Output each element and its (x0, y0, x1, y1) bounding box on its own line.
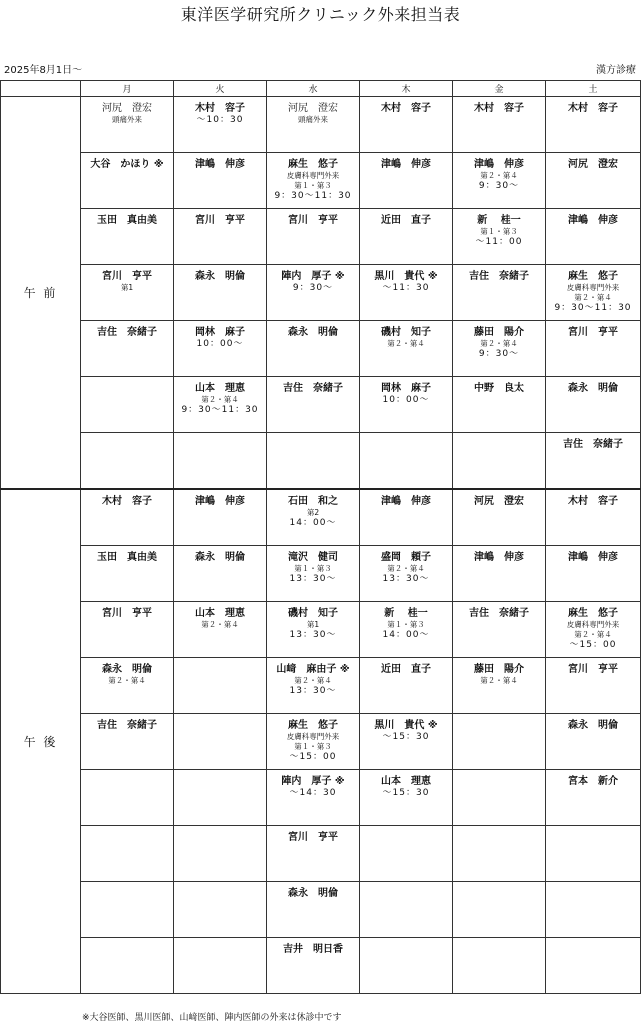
schedule-cell (546, 770, 641, 826)
schedule-cell (453, 209, 546, 265)
day-header: 月 (81, 81, 174, 97)
schedule-cell (174, 938, 267, 994)
schedule-cell (267, 377, 360, 433)
doctor-name: 陣内 厚子 ※ (281, 776, 345, 787)
schedule-note: 皮膚科専門外来 (566, 620, 620, 629)
schedule-cell (453, 602, 546, 658)
schedule-cell (453, 321, 546, 377)
schedule-time: 9：30～ (292, 283, 334, 293)
table-row (1, 882, 641, 938)
schedule-note: 第１・第３ (294, 742, 332, 751)
schedule-note: 第２・第４ (201, 620, 239, 629)
schedule-cell (174, 321, 267, 377)
afternoon-section (1, 489, 641, 994)
schedule-cell (453, 826, 546, 882)
afternoon-label: 午 後 (1, 489, 81, 994)
table-row (1, 377, 641, 433)
schedule-cell (360, 377, 453, 433)
schedule-note: 皮膚科専門外来 (286, 171, 340, 180)
doctor-name: 津嶋 伸彦 (474, 552, 524, 563)
doctor-name: 吉井 明日香 (283, 944, 343, 955)
schedule-note: 第２・第４ (480, 339, 518, 348)
schedule-cell (81, 265, 174, 321)
doctor-name: 岡林 麻子 (195, 327, 245, 338)
doctor-name: 黒川 貴代 ※ (374, 720, 438, 731)
doctor-name: 宮川 亨平 (102, 608, 152, 619)
doctor-name: 木村 容子 (102, 496, 152, 507)
doctor-name: 吉住 奈緒子 (563, 439, 623, 450)
schedule-cell (81, 882, 174, 938)
table-row (1, 602, 641, 658)
doctor-name: 藤田 陽介 (474, 327, 524, 338)
schedule-time: 13：30～ (289, 686, 337, 696)
schedule-cell (267, 489, 360, 546)
schedule-cell (81, 658, 174, 714)
doctor-name: 宮川 亨平 (288, 215, 338, 226)
schedule-cell (453, 265, 546, 321)
schedule-cell (81, 546, 174, 602)
schedule-time: ～10：30 (196, 115, 244, 125)
schedule-cell (546, 377, 641, 433)
schedule-cell (546, 209, 641, 265)
schedule-cell (546, 153, 641, 209)
schedule-cell (546, 489, 641, 546)
schedule-cell (267, 321, 360, 377)
doctor-name: 宮川 亨平 (195, 215, 245, 226)
schedule-cell (453, 714, 546, 770)
doctor-name: 森永 明倫 (102, 664, 152, 675)
doctor-name: 大谷 かほり ※ (90, 159, 164, 170)
doctor-name: 河尻 澄宏 (474, 496, 524, 507)
schedule-cell (267, 938, 360, 994)
schedule-cell (267, 714, 360, 770)
doctor-name: 木村 容子 (568, 103, 618, 114)
schedule-cell (453, 938, 546, 994)
doctor-name: 津嶋 伸彦 (381, 496, 431, 507)
schedule-time: 9：30～11：30 (181, 405, 259, 415)
schedule-time: 13：30～ (382, 574, 430, 584)
table-row (1, 489, 641, 546)
schedule-note: 第１・第３ (480, 227, 518, 236)
doctor-name: 木村 容子 (381, 103, 431, 114)
schedule-note: 頭痛外来 (112, 115, 142, 124)
schedule-cell (174, 826, 267, 882)
schedule-note: 皮膚科専門外来 (286, 732, 340, 741)
doctor-name: 磯村 知子 (381, 327, 431, 338)
corner-cell (1, 81, 81, 97)
doctor-name: 新 桂一 (384, 608, 428, 619)
doctor-name: 中野 良太 (474, 383, 524, 394)
schedule-cell (81, 770, 174, 826)
schedule-cell (267, 433, 360, 490)
doctor-name: 盛岡 頼子 (381, 552, 431, 563)
schedule-cell (360, 265, 453, 321)
doctor-name: 山本 理恵 (381, 776, 431, 787)
schedule-cell (360, 546, 453, 602)
schedule-cell (546, 826, 641, 882)
schedule-note: 第２・第４ (574, 293, 612, 302)
schedule-cell (267, 826, 360, 882)
doctor-name: 宮本 新介 (568, 776, 618, 787)
doctor-name: 宮川 亨平 (102, 271, 152, 282)
table-row (1, 321, 641, 377)
schedule-note: 第２・第４ (387, 339, 425, 348)
table-row (1, 153, 641, 209)
schedule-note: 第１・第３ (387, 620, 425, 629)
schedule-time: 9：30～11：30 (274, 191, 352, 201)
doctor-name: 石田 和之 (288, 496, 338, 507)
schedule-cell (360, 770, 453, 826)
schedule-cell (267, 770, 360, 826)
schedule-note: 第２・第４ (108, 676, 146, 685)
schedule-time: ～15：00 (289, 752, 337, 762)
schedule-cell (81, 209, 174, 265)
schedule-cell (174, 770, 267, 826)
doctor-name: 磯村 知子 (288, 608, 338, 619)
doctor-name: 木村 容子 (195, 103, 245, 114)
schedule-cell (174, 209, 267, 265)
schedule-cell (267, 209, 360, 265)
day-header: 水 (267, 81, 360, 97)
doctor-name: 津嶋 伸彦 (568, 552, 618, 563)
schedule-cell (267, 265, 360, 321)
schedule-time: 10：00～ (382, 395, 430, 405)
schedule-cell (360, 97, 453, 153)
table-row (1, 770, 641, 826)
schedule-time: 14：00～ (289, 518, 337, 528)
schedule-cell (81, 602, 174, 658)
schedule-note: 皮膚科専門外来 (566, 283, 620, 292)
schedule-note: 第1 (120, 283, 134, 292)
schedule-cell (453, 770, 546, 826)
table-row (1, 546, 641, 602)
doctor-name: 河尻 澄宏 (288, 103, 338, 114)
doctor-name: 津嶋 伸彦 (381, 159, 431, 170)
schedule-note: 第１・第３ (294, 181, 332, 190)
page-title: 東洋医学研究所クリニック外来担当表 (180, 5, 461, 24)
doctor-name: 宮川 亨平 (568, 327, 618, 338)
doctor-name: 岡林 麻子 (381, 383, 431, 394)
schedule-cell (453, 658, 546, 714)
schedule-note: 第２・第４ (480, 171, 518, 180)
schedule-cell (174, 433, 267, 490)
doctor-name: 津嶋 伸彦 (474, 159, 524, 170)
doctor-name: 吉住 奈緒子 (97, 720, 157, 731)
schedule-cell (360, 882, 453, 938)
schedule-note: 第２・第４ (574, 630, 612, 639)
schedule-cell (81, 153, 174, 209)
schedule-time: 9：30～ (478, 349, 520, 359)
day-header: 金 (453, 81, 546, 97)
schedule-time: 9：30～11：30 (554, 303, 632, 313)
doctor-name: 麻生 悠子 (568, 608, 618, 619)
schedule-note: 第２・第４ (480, 676, 518, 685)
schedule-time: 14：00～ (382, 630, 430, 640)
doctor-name: 黒川 貴代 ※ (374, 271, 438, 282)
schedule-cell (267, 97, 360, 153)
schedule-cell (546, 882, 641, 938)
schedule-cell (453, 489, 546, 546)
schedule-cell (174, 602, 267, 658)
schedule-cell (360, 433, 453, 490)
schedule-cell (360, 153, 453, 209)
doctor-name: 森永 明倫 (568, 720, 618, 731)
schedule-cell (81, 433, 174, 490)
schedule-time: ～15：00 (569, 640, 617, 650)
schedule-cell (267, 153, 360, 209)
schedule-cell (267, 658, 360, 714)
schedule-time: ～15：30 (382, 732, 430, 742)
schedule-cell (360, 209, 453, 265)
doctor-name: 新 桂一 (477, 215, 521, 226)
schedule-cell (174, 153, 267, 209)
schedule-cell (360, 714, 453, 770)
doctor-name: 津嶋 伸彦 (195, 496, 245, 507)
doctor-name: 麻生 悠子 (288, 159, 338, 170)
schedule-cell (81, 714, 174, 770)
doctor-name: 山本 理恵 (195, 383, 245, 394)
day-header: 火 (174, 81, 267, 97)
schedule-cell (360, 826, 453, 882)
schedule-cell (546, 658, 641, 714)
schedule-cell (453, 882, 546, 938)
schedule-cell (453, 433, 546, 490)
doctor-name: 森永 明倫 (195, 552, 245, 563)
schedule-cell (453, 97, 546, 153)
doctor-name: 宮川 亨平 (288, 832, 338, 843)
doctor-name: 吉住 奈緒子 (469, 608, 529, 619)
table-row (1, 265, 641, 321)
schedule-cell (81, 377, 174, 433)
table-row (1, 714, 641, 770)
schedule-cell (174, 546, 267, 602)
doctor-name: 吉住 奈緒子 (283, 383, 343, 394)
table-row (1, 209, 641, 265)
schedule-time: 10：00～ (196, 339, 244, 349)
department-label: 漢方診療 (596, 65, 636, 76)
effective-date: 2025年8月1日～ (4, 65, 83, 76)
table-row (1, 433, 641, 490)
schedule-cell (546, 97, 641, 153)
schedule-note: 第２・第４ (387, 564, 425, 573)
schedule-cell (174, 882, 267, 938)
schedule-cell (174, 265, 267, 321)
schedule-cell (546, 546, 641, 602)
schedule-cell (174, 714, 267, 770)
schedule-cell (174, 377, 267, 433)
schedule-time: 13：30～ (289, 574, 337, 584)
morning-section (1, 97, 641, 490)
doctor-name: 森永 明倫 (288, 327, 338, 338)
day-header: 土 (546, 81, 641, 97)
doctor-name: 吉住 奈緒子 (469, 271, 529, 282)
schedule-note: 第1 (306, 620, 320, 629)
schedule-cell (174, 658, 267, 714)
doctor-name: 津嶋 伸彦 (195, 159, 245, 170)
schedule-cell (81, 489, 174, 546)
schedule-note: 第２・第４ (294, 676, 332, 685)
doctor-name: 藤田 陽介 (474, 664, 524, 675)
day-header: 木 (360, 81, 453, 97)
table-row (1, 938, 641, 994)
schedule-cell (546, 265, 641, 321)
schedule-cell (360, 658, 453, 714)
schedule-time: ～11：00 (475, 237, 523, 247)
footnote: ※大谷医師、黒川医師、山﨑医師、陣内医師の外来は休診中です (82, 1013, 342, 1023)
morning-label: 午 前 (1, 97, 81, 490)
schedule-cell (174, 489, 267, 546)
schedule-cell (360, 938, 453, 994)
doctor-name: 山﨑 麻由子 ※ (276, 664, 350, 675)
schedule-time: 9：30～ (478, 181, 520, 191)
schedule-time: 13：30～ (289, 630, 337, 640)
schedule-cell (81, 826, 174, 882)
doctor-name: 河尻 澄宏 (568, 159, 618, 170)
schedule-cell (546, 433, 641, 490)
doctor-name: 木村 容子 (474, 103, 524, 114)
doctor-name: 近田 直子 (381, 664, 431, 675)
doctor-name: 宮川 亨平 (568, 664, 618, 675)
doctor-name: 森永 明倫 (568, 383, 618, 394)
schedule-note: 頭痛外来 (298, 115, 328, 124)
table-row (1, 97, 641, 153)
day-header-row (1, 81, 641, 97)
doctor-name: 森永 明倫 (195, 271, 245, 282)
doctor-name: 滝沢 健司 (288, 552, 338, 563)
doctor-name: 玉田 真由美 (97, 215, 157, 226)
schedule-cell (267, 602, 360, 658)
doctor-name: 玉田 真由美 (97, 552, 157, 563)
doctor-name: 山本 理恵 (195, 608, 245, 619)
schedule-note: 第１・第３ (294, 564, 332, 573)
doctor-name: 森永 明倫 (288, 888, 338, 899)
schedule-cell (81, 938, 174, 994)
schedule-cell (174, 97, 267, 153)
schedule-cell (546, 321, 641, 377)
table-row (1, 658, 641, 714)
schedule-cell (81, 321, 174, 377)
schedule-cell (267, 882, 360, 938)
schedule-cell (267, 546, 360, 602)
schedule-cell (546, 938, 641, 994)
schedule-cell (81, 97, 174, 153)
schedule-time: ～14：30 (289, 788, 337, 798)
schedule-cell (360, 602, 453, 658)
schedule-time: ～15：30 (382, 788, 430, 798)
schedule-cell (453, 153, 546, 209)
schedule-cell (546, 714, 641, 770)
schedule-cell (453, 377, 546, 433)
doctor-name: 津嶋 伸彦 (568, 215, 618, 226)
doctor-name: 河尻 澄宏 (102, 103, 152, 114)
schedule-table (0, 80, 641, 994)
doctor-name: 吉住 奈緒子 (97, 327, 157, 338)
doctor-name: 陣内 厚子 ※ (281, 271, 345, 282)
schedule-cell (360, 489, 453, 546)
schedule-cell (546, 602, 641, 658)
doctor-name: 近田 直子 (381, 215, 431, 226)
schedule-note: 第2 (306, 508, 320, 517)
schedule-cell (360, 321, 453, 377)
schedule-cell (453, 546, 546, 602)
doctor-name: 麻生 悠子 (288, 720, 338, 731)
schedule-time: ～11：30 (382, 283, 430, 293)
doctor-name: 木村 容子 (568, 496, 618, 507)
doctor-name: 麻生 悠子 (568, 271, 618, 282)
schedule-note: 第２・第４ (201, 395, 239, 404)
table-row (1, 826, 641, 882)
